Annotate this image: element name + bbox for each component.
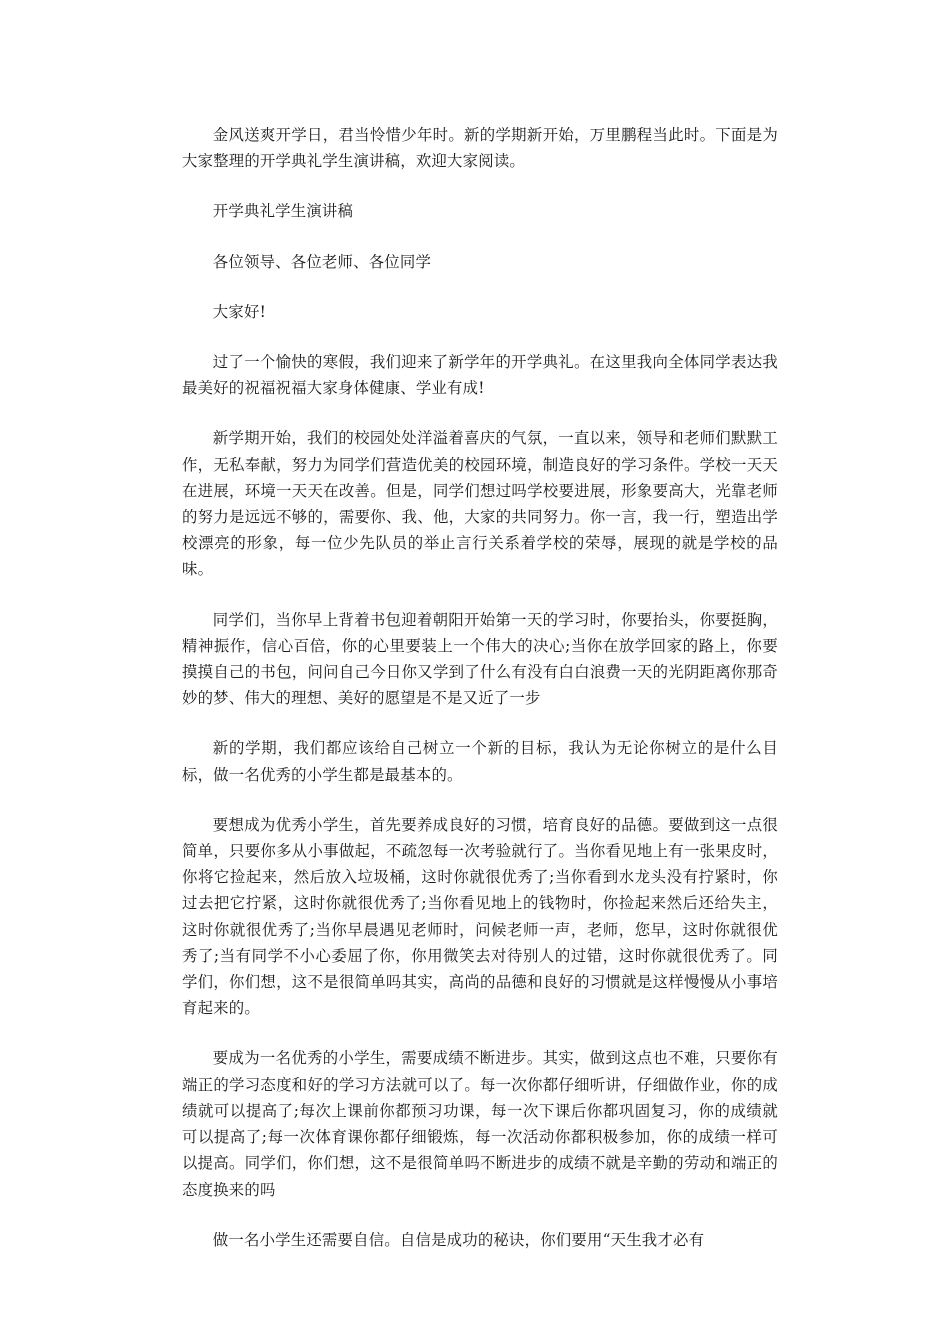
paragraph-gap	[182, 325, 778, 349]
body-paragraph: 新的学期，我们都应该给自己树立一个新的目标，我认为无论你树立的是什么目标，做一名优秀的小学生都是最基本的。	[182, 739, 778, 784]
speech-title: 开学典礼学生演讲稿	[212, 202, 354, 221]
paragraph-gap	[182, 583, 778, 607]
body-paragraph: 新学期开始，我们的校园处处洋溢着喜庆的气氛，一直以来，领导和老师们默默工作，无私奉献，努力为同学们营造优美的校园环境，制造良好的学习条件。学校一天天在进展，环境一天天在改善。但是，同学们想过吗学校要进展，形象要高大，光靠老师的努力是远远不够的，需要你、我、他，大家的共同努力。你一言，我一行，塑造出学校漂亮的形象，每一位少先队员的举止言行关系着学校的荣辱，展现的就是学校的品味。	[182, 429, 778, 579]
body-paragraph: 要成为一名优秀的小学生，需要成绩不断进步。其实，做到这点也不难，只要你有端正的学习态度和好的学习方法就可以了。每一次你都仔细听讲，仔细做作业，你的成绩就可以提高了;每次上课前你都预习功课，每一次下课后你都巩固复习，你的成绩就可以提高了;每一次体育课你都仔细锻炼，每一次活动你都积极参加，你的成绩一样可以提高。同学们，你们想，这不是很简单吗不断进步的成绩不就是辛勤的劳动和端正的态度换来的吗	[182, 1049, 778, 1199]
greeting: 大家好!	[212, 302, 266, 321]
body-paragraph: 要想成为优秀小学生，首先要养成良好的习惯，培育良好的品德。要做到这一点很简单，只要你多从小事做起，不疏忽每一次考验就行了。当你看见地上有一张果皮时，你将它捡起来，然后放入垃圾桶，这时你就很优秀了;当你看到水龙头没有拧紧时，你过去把它拧紧，这时你就很优秀了;当你看见地上的钱物时，你捡起来然后还给失主，这时你就很优秀了;当你早晨遇见老师时，问候老师一声，老师，您早，这时你就很优秀了;当有同学不小心委屈了你，你用微笑去对待别人的过错，这时你就很优秀了。同学们，你们想，这不是很简单吗其实，高尚的品德和良好的习惯就是这样慢慢从小事培育起来的。	[182, 815, 778, 1018]
paragraph-gap	[182, 1021, 778, 1045]
paragraph-gap	[182, 174, 778, 198]
body-paragraph: 做一名小学生还需要自信。自信是成功的秘诀，你们要用“天生我才必有	[212, 1230, 705, 1249]
paragraph-gap	[182, 1203, 778, 1227]
paragraph-gap	[182, 225, 778, 249]
paragraph-gap	[182, 275, 778, 299]
body-paragraph: 同学们，当你早上背着书包迎着朝阳开始第一天的学习时，你要抬头，你要挺胸，精神振作，信心百倍，你的心里要装上一个伟大的决心;当你在放学回家的路上，你要摸摸自己的书包，问问自己今日你又学到了什么有没有白白浪费一天的光阴距离你那奇妙的梦、伟大的理想、美好的愿望是不是又近了一步	[182, 610, 778, 708]
paragraph-gap	[182, 711, 778, 735]
paragraph-gap	[182, 788, 778, 812]
intro-paragraph: 金风送爽开学日，君当怜惜少年时。新的学期新开始，万里鹏程当此时。下面是为大家整理的开学典礼学生演讲稿，欢迎大家阅读。	[182, 126, 778, 171]
salutation: 各位领导、各位老师、各位同学	[212, 252, 432, 271]
document-body	[182, 122, 778, 1253]
body-paragraph: 过了一个愉快的寒假，我们迎来了新学年的开学典礼。在这里我向全体同学表达我最美好的祝福祝福大家身体健康、学业有成!	[182, 353, 778, 398]
paragraph-gap	[182, 401, 778, 425]
